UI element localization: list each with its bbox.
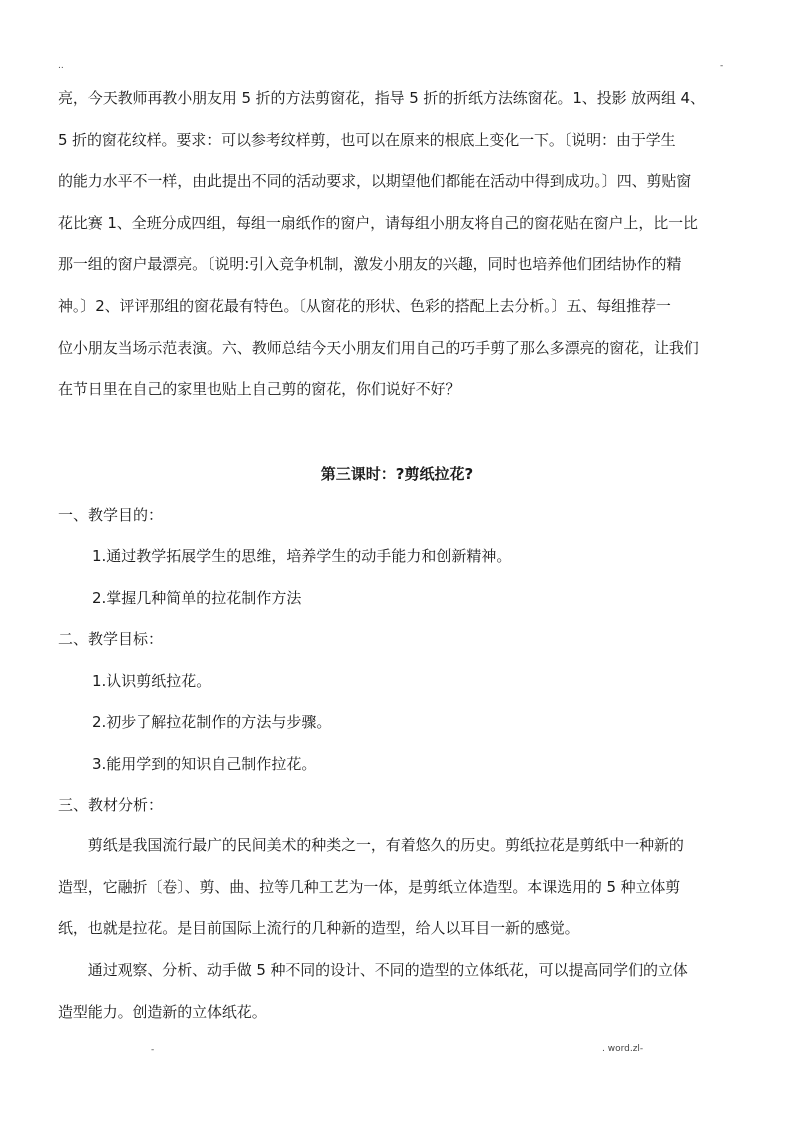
paragraph-line: 纸，也就是拉花。是目前国际上流行的几种新的造型，给人以耳目一新的感觉。 bbox=[58, 919, 580, 938]
analysis-paragraph bbox=[58, 950, 738, 1033]
paragraph-line: 位小朋友当场示范表演。六、教师总结今天小朋友们用自己的巧手剪了那么多漂亮的窗花，让我们 bbox=[58, 338, 699, 357]
paragraph-line: 造型，它融折〔卷〕、剪、曲、拉等几种工艺为一体，是剪纸立体造型。本课选用的 5 种立体剪 bbox=[58, 877, 681, 896]
section-heading-objectives: 一、教学目的： bbox=[58, 506, 164, 524]
paragraph-line: 的能力水平不一样，由此提出不同的活动要求，以期望他们都能在活动中得到成功。〕四、剪贴窗 bbox=[58, 172, 692, 191]
paragraph-line: 花比赛 1、全班分成四组，每组一扇纸作的窗户，请每组小朋友将自己的窗花贴在窗户上，比一比 bbox=[58, 213, 698, 232]
goal-item: 2.初步了解拉花制作的方法与步骤。 bbox=[92, 713, 332, 731]
section-heading-analysis: 三、教材分析： bbox=[58, 796, 164, 814]
header-right-mark: - bbox=[720, 61, 724, 71]
paragraph-line: 那一组的窗户最漂亮。〔说明:引入竞争机制，激发小朋友的兴趣，同时也培养他们团结协作的精 bbox=[58, 255, 682, 274]
goal-item: 1.认识剪纸拉花。 bbox=[92, 672, 212, 690]
header-left-mark: .. bbox=[58, 61, 64, 71]
paragraph-line: 通过观察、分析、动手做 5 种不同的设计、不同的造型的立体纸花，可以提高同学们的立体 bbox=[58, 961, 688, 979]
intro-paragraph bbox=[58, 78, 738, 411]
paragraph-line: 造型能力。创造新的立体纸花。 bbox=[58, 1002, 267, 1021]
section-heading-goals: 二、教学目标： bbox=[58, 630, 164, 648]
analysis-paragraph bbox=[58, 825, 738, 950]
paragraph-line: 剪纸是我国流行最广的民间美术的种类之一，有着悠久的历史。剪纸拉花是剪纸中一种新的 bbox=[58, 836, 684, 854]
paragraph-line: 神。〕2、评评那组的窗花最有特色。〔从窗花的形状、色彩的搭配上去分析。〕五、每组推荐一 bbox=[58, 296, 671, 315]
paragraph-line: 5 折的窗花纹样。要求：可以参考纹样剪，也可以在原来的根底上变化一下。〔说明：由于学生 bbox=[58, 130, 676, 149]
footer-right-mark: . word.zl- bbox=[602, 1044, 644, 1054]
paragraph-line: 在节日里在自己的家里也贴上自己剪的窗花，你们说好不好？ bbox=[58, 380, 461, 399]
lesson-title: 第三课时：?剪纸拉花? bbox=[320, 465, 474, 483]
objective-item: 2.掌握几种简单的拉花制作方法 bbox=[92, 589, 302, 607]
footer-left-mark: - bbox=[151, 1045, 155, 1055]
objective-item: 1.通过教学拓展学生的思维，培养学生的动手能力和创新精神。 bbox=[92, 547, 512, 565]
paragraph-line: 亮，今天教师再教小朋友用 5 折的方法剪窗花，指导 5 折的折纸方法练窗花。1、投影 放两组 4、 bbox=[58, 89, 705, 107]
goal-item: 3.能用学到的知识自己制作拉花。 bbox=[92, 755, 317, 773]
